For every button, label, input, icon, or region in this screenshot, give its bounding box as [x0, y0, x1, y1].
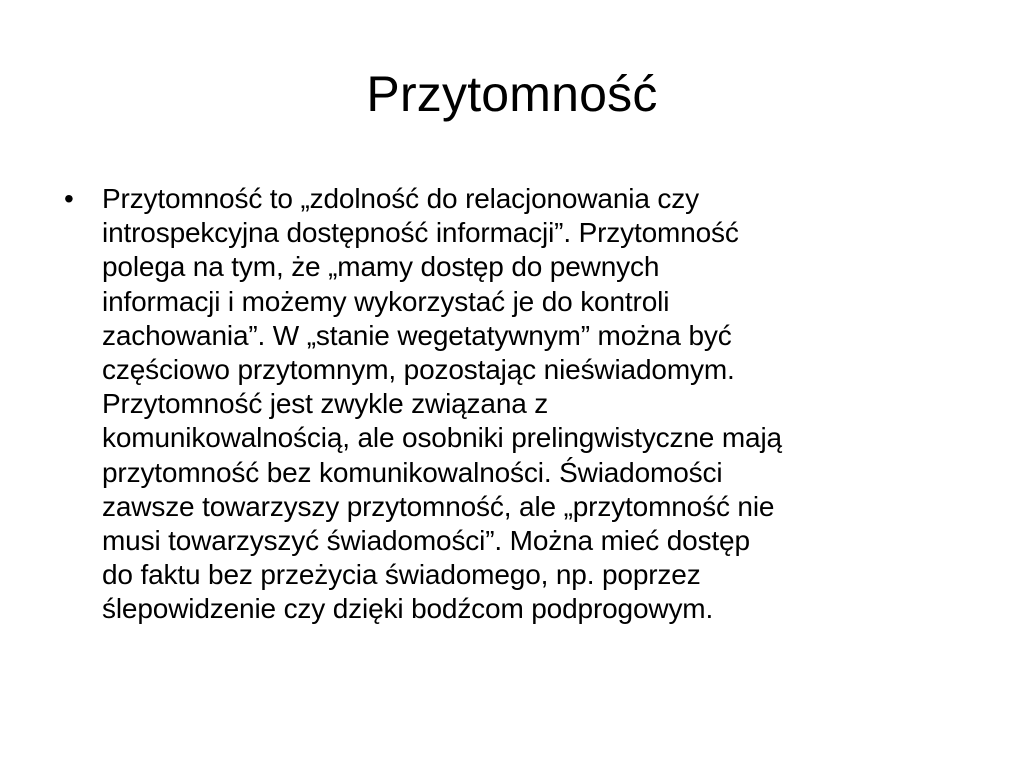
bullet-text-line: informacji i możemy wykorzystać je do kontroli: [102, 285, 670, 317]
bullet-text-line: przytomność bez komunikowalności. Świadomości: [102, 456, 723, 488]
bullet-text-line: polega na tym, że „mamy dostęp do pewnych: [102, 251, 660, 283]
bullet-item: [64, 182, 984, 627]
bullet-text-line: musi towarzyszyć świadomości”. Można mieć dostęp: [102, 525, 750, 557]
bullet-text-line: do faktu bez przeżycia świadomego, np. poprzez: [102, 559, 701, 591]
bullet-text-line: zachowania”. W „stanie wegetatywnym” można być: [102, 319, 732, 351]
slide-title: Przytomność: [366, 66, 658, 122]
bullet-text-line: ślepowidzenie czy dzięki bodźcom podprogowym.: [102, 593, 714, 625]
bullet-text: [102, 182, 782, 627]
bullet-text-line: częściowo przytomnym, pozostając nieświadomym.: [102, 354, 735, 386]
bullet-dot-icon: •: [64, 183, 74, 214]
bullet-text-line: komunikowalnością, ale osobniki prelingwistyczne mają: [102, 422, 782, 454]
bullet-text-line: Przytomność to „zdolność do relacjonowania czy: [102, 183, 699, 214]
bullet-text-line: zawsze towarzyszy przytomność, ale „przytomność nie: [102, 490, 775, 522]
slide-content: [64, 182, 984, 627]
bullet-text-line: Przytomność jest zwykle związana z: [102, 388, 549, 420]
bullet-text-line: introspekcyjna dostępność informacji”. Przytomność: [102, 217, 739, 249]
